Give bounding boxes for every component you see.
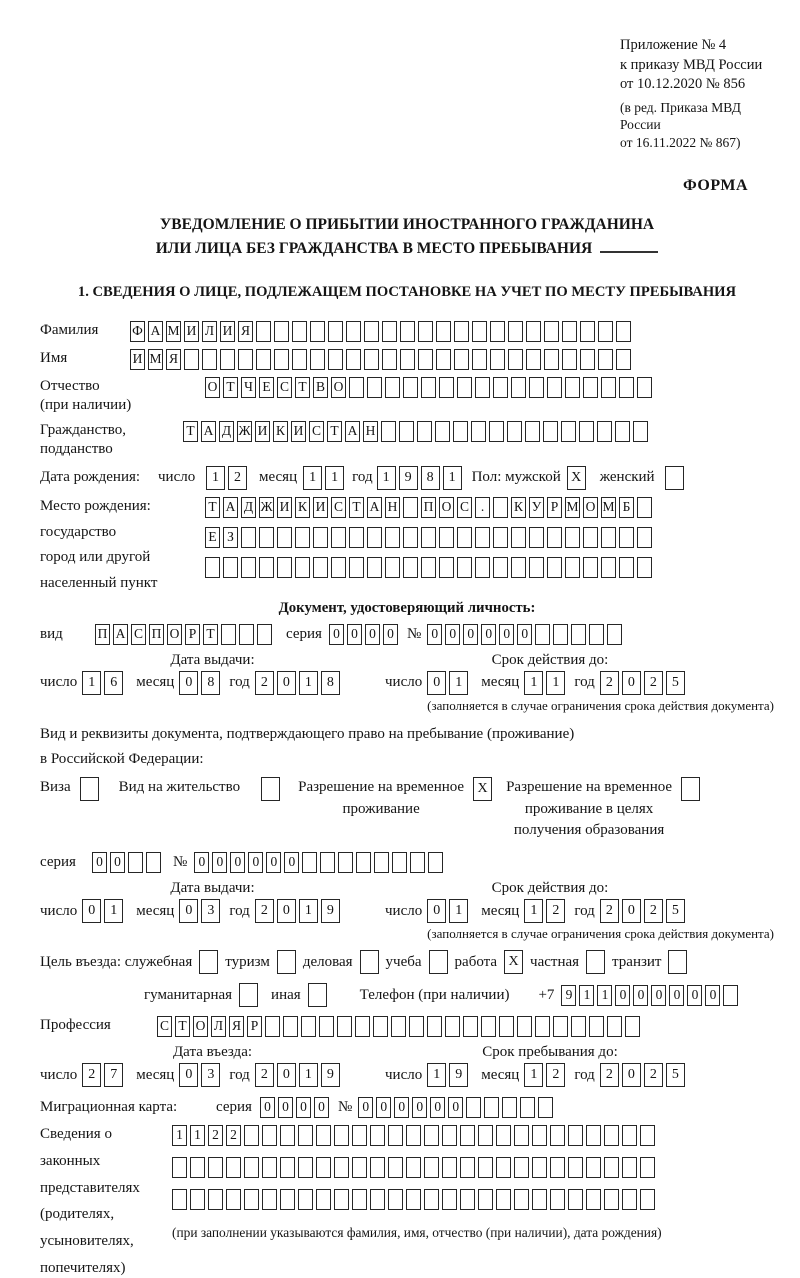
purpose-private-label: частная (530, 953, 580, 970)
appendix-line: к приказу МВД России (620, 56, 763, 73)
migration-series-label: серия (216, 1099, 252, 1116)
purpose-other-label: иная (271, 986, 301, 1003)
patronymic-cells[interactable]: О Т Ч Е С Т В О (205, 377, 652, 398)
birthplace-cells-row1[interactable]: Т А Д Ж И К И С Т А Н П О С . К У Р М О М Б (205, 497, 652, 518)
stay-month[interactable]: 1 2 (524, 1063, 565, 1087)
phone-label: Телефон (при наличии) (359, 986, 510, 1003)
temp-residence-label: Разрешение на временное проживание (298, 778, 465, 817)
surname-cells[interactable]: Ф А М И Л И Я (130, 321, 631, 342)
purpose-tourism-checkbox[interactable] (277, 950, 296, 974)
doc-type-cells[interactable]: П А С П О Р Т (95, 624, 272, 645)
doc-series-label: серия (286, 625, 322, 642)
migration-card-label: Миграционная карта: (40, 1099, 178, 1116)
purpose-study-label: учеба (385, 953, 422, 970)
representatives-cells-row3[interactable] (172, 1189, 662, 1210)
sex-male-label: Пол: мужской (471, 469, 561, 486)
rvp-series-label: серия (40, 854, 76, 871)
birth-day-label: число (158, 469, 196, 486)
rvp-expiry-year[interactable]: 2 0 2 5 (600, 899, 685, 923)
form-title-line2: ИЛИ ЛИЦА БЕЗ ГРАЖДАНСТВА В МЕСТО ПРЕБЫВАНИЯ (40, 237, 774, 260)
birthplace-row (40, 497, 774, 593)
rvp-expiry-note: (заполняется в случае ограничения срока действия документа) (427, 926, 774, 942)
purpose-other-checkbox[interactable] (308, 983, 327, 1007)
stay-day[interactable]: 1 9 (427, 1063, 468, 1087)
visa-option (40, 777, 99, 801)
rvp-date-labels (40, 880, 774, 897)
residence-doc-intro: Вид и реквизиты документа, подтверждающего право на пребывание (проживание) в Российской Федерации: (40, 725, 575, 768)
day-label: число (385, 1066, 423, 1083)
entry-month[interactable]: 0 3 (179, 1063, 220, 1087)
day-label: число (40, 1066, 78, 1083)
year-label: год (229, 1066, 250, 1083)
birthplace-cells-row2[interactable]: Е З (205, 527, 652, 548)
day-label: число (385, 674, 423, 691)
month-label: месяц (136, 674, 175, 691)
year-label: год (229, 902, 250, 919)
residence-permit-label: Вид на жительство (118, 778, 241, 795)
passport-expiry-day[interactable]: 0 1 (427, 671, 468, 695)
doc-number-label: № (406, 625, 422, 642)
residence-doc-options (40, 777, 774, 842)
representatives-cells-row2[interactable] (172, 1157, 662, 1178)
representatives-label: Сведения о законных представителях (родителях, усыновителях, попечителях) (40, 1126, 140, 1276)
surname-row (40, 321, 774, 342)
identity-doc-heading: Документ, удостоверяющий личность: (278, 599, 536, 616)
appendix-line: от 10.12.2020 № 856 (620, 76, 746, 93)
passport-date-labels (40, 652, 774, 669)
rvp-issue-year[interactable]: 2 0 1 9 (255, 899, 340, 923)
birthplace-label: Место рождения: государство город или другой населенный пункт (40, 497, 158, 592)
rvp-number-cells[interactable]: 0 0 0 0 0 0 (194, 852, 443, 873)
migration-series-cells[interactable]: 0 0 0 0 (260, 1097, 329, 1118)
citizenship-cells[interactable]: Т А Д Ж И К И С Т А Н (183, 421, 648, 442)
rvp-dates-row (40, 899, 774, 923)
purpose-label: Цель въезда: служебная (40, 953, 193, 970)
day-label: число (40, 674, 78, 691)
entry-date-labels (40, 1044, 774, 1061)
purpose-work-checkbox[interactable]: X (504, 950, 523, 974)
doc-type-label: вид (40, 625, 63, 642)
entry-year[interactable]: 2 0 1 9 (255, 1063, 340, 1087)
purpose-row (40, 950, 774, 974)
representatives-cells-row1[interactable]: 1 1 2 2 (172, 1125, 662, 1146)
amendment-line: (в ред. Приказа МВД России (620, 99, 741, 133)
identity-doc-row (40, 624, 774, 645)
passport-issue-day[interactable]: 1 6 (82, 671, 123, 695)
month-label: месяц (481, 674, 520, 691)
surname-label: Фамилия (40, 321, 99, 338)
year-label: год (574, 674, 595, 691)
purpose-private-checkbox[interactable] (586, 950, 605, 974)
month-label: месяц (136, 1066, 175, 1083)
representatives-note: (при заполнении указываются фамилия, имя, отчество (при наличии), дата рождения) (172, 1225, 662, 1241)
birth-month-label: месяц (259, 469, 298, 486)
citizenship-row (40, 421, 774, 459)
passport-expiry-label: Срок действия до: (491, 651, 609, 668)
firstname-cells[interactable]: И М Я (130, 349, 631, 370)
temp-residence-education-checkbox[interactable] (681, 777, 700, 801)
phone-prefix: +7 (538, 986, 555, 1003)
appendix-line: Приложение № 4 (620, 37, 727, 53)
patronymic-row (40, 377, 774, 415)
amendment-line: от 16.11.2022 № 867) (620, 134, 741, 150)
rvp-issue-month[interactable]: 0 3 (179, 899, 220, 923)
purpose-business-checkbox[interactable] (360, 950, 379, 974)
passport-issue-year[interactable]: 2 0 1 8 (255, 671, 340, 695)
passport-expiry-year[interactable]: 2 0 2 5 (600, 671, 685, 695)
month-label: месяц (481, 902, 520, 919)
temp-residence-education-option (506, 777, 700, 842)
birthdate-label: Дата рождения: (40, 469, 141, 486)
rvp-expiry-month[interactable]: 1 2 (524, 899, 565, 923)
purpose-transit-label: транзит (612, 953, 662, 970)
sex-female-checkbox[interactable] (665, 466, 684, 490)
month-label: месяц (481, 1066, 520, 1083)
stay-until-label: Срок пребывания до: (482, 1044, 618, 1061)
rvp-expiry-day[interactable]: 0 1 (427, 899, 468, 923)
passport-dates-row (40, 671, 774, 695)
profession-label: Профессия (40, 1017, 111, 1034)
birthplace-cells-row3[interactable] (205, 557, 652, 578)
appendix-reference (620, 36, 774, 151)
migration-number-label: № (337, 1099, 353, 1116)
purpose-official-checkbox[interactable] (199, 950, 218, 974)
rvp-issue-day[interactable]: 0 1 (82, 899, 123, 923)
doc-number-cells[interactable]: 0 0 0 0 0 0 (427, 624, 622, 645)
sex-female-label: женский (599, 469, 655, 486)
temp-residence-option (298, 777, 492, 821)
citizenship-label: Гражданство, подданство (40, 422, 127, 458)
purpose-study-checkbox[interactable] (429, 950, 448, 974)
forma-label: ФОРМА (682, 177, 748, 195)
temp-residence-checkbox[interactable]: X (473, 777, 492, 801)
passport-issue-month[interactable]: 0 8 (179, 671, 220, 695)
rvp-issue-label: Дата выдачи: (170, 880, 255, 897)
visa-checkbox[interactable] (80, 777, 99, 801)
patronymic-label: Отчество (при наличии) (40, 377, 132, 413)
entry-day[interactable]: 2 7 (82, 1063, 123, 1087)
year-label: год (229, 674, 250, 691)
rvp-expiry-label: Срок действия до: (491, 880, 609, 897)
form-title-line1: УВЕДОМЛЕНИЕ О ПРИБЫТИИ ИНОСТРАННОГО ГРАЖДАНИНА (159, 216, 655, 234)
migration-number-cells[interactable]: 0 0 0 0 0 0 (358, 1097, 553, 1118)
form-title (40, 213, 774, 260)
passport-expiry-note: (заполняется в случае ограничения срока действия документа) (427, 697, 774, 713)
purpose-humanitarian-checkbox[interactable] (239, 983, 258, 1007)
phone-cells[interactable]: 9 1 1 0 0 0 0 0 0 (561, 985, 738, 1006)
year-label: год (574, 902, 595, 919)
migration-card-row (40, 1097, 774, 1118)
temp-residence-education-label: Разрешение на временное проживание в целях получения образования (506, 778, 673, 839)
passport-expiry-month[interactable]: 1 1 (524, 671, 565, 695)
purpose-tourism-label: туризм (225, 953, 270, 970)
entry-dates-row (40, 1063, 774, 1087)
birth-day-cells[interactable]: 1 2 (206, 466, 247, 490)
purpose-row2-phone (144, 983, 774, 1007)
month-label: месяц (136, 902, 175, 919)
birth-year-label: год (352, 469, 373, 486)
year-label: год (574, 1066, 595, 1083)
profession-row (40, 1016, 774, 1037)
birth-month-cells[interactable]: 1 1 (303, 466, 344, 490)
sex-male-checkbox[interactable]: X (567, 466, 586, 490)
firstname-row (40, 349, 774, 370)
birth-year-cells[interactable]: 1 9 8 1 (377, 466, 462, 490)
purpose-humanitarian-label: гуманитарная (144, 986, 233, 1003)
rvp-series-cells[interactable]: 0 0 (92, 852, 161, 873)
residence-permit-option (119, 777, 280, 801)
purpose-transit-checkbox[interactable] (668, 950, 687, 974)
birthdate-row (40, 466, 774, 490)
day-label: число (385, 902, 423, 919)
day-label: число (40, 902, 78, 919)
visa-label: Виза (40, 778, 71, 795)
title-blank-line (600, 237, 658, 253)
representatives-row (40, 1125, 774, 1278)
firstname-label: Имя (40, 349, 68, 366)
rvp-number-label: № (173, 854, 188, 871)
purpose-work-label: работа (454, 953, 498, 970)
section1-heading: 1. СВЕДЕНИЯ О ЛИЦЕ, ПОДЛЕЖАЩЕМ ПОСТАНОВКЕ НА УЧЕТ ПО МЕСТУ ПРЕБЫВАНИЯ (77, 283, 737, 300)
passport-issue-label: Дата выдачи: (170, 651, 255, 668)
residence-doc-series-row (40, 852, 774, 873)
profession-cells[interactable]: С Т О Л Я Р (157, 1016, 640, 1037)
stay-year[interactable]: 2 0 2 5 (600, 1063, 685, 1087)
entry-date-label: Дата въезда: (172, 1044, 253, 1061)
purpose-business-label: деловая (302, 953, 353, 970)
residence-permit-checkbox[interactable] (261, 777, 280, 801)
doc-series-cells[interactable]: 0 0 0 0 (329, 624, 398, 645)
